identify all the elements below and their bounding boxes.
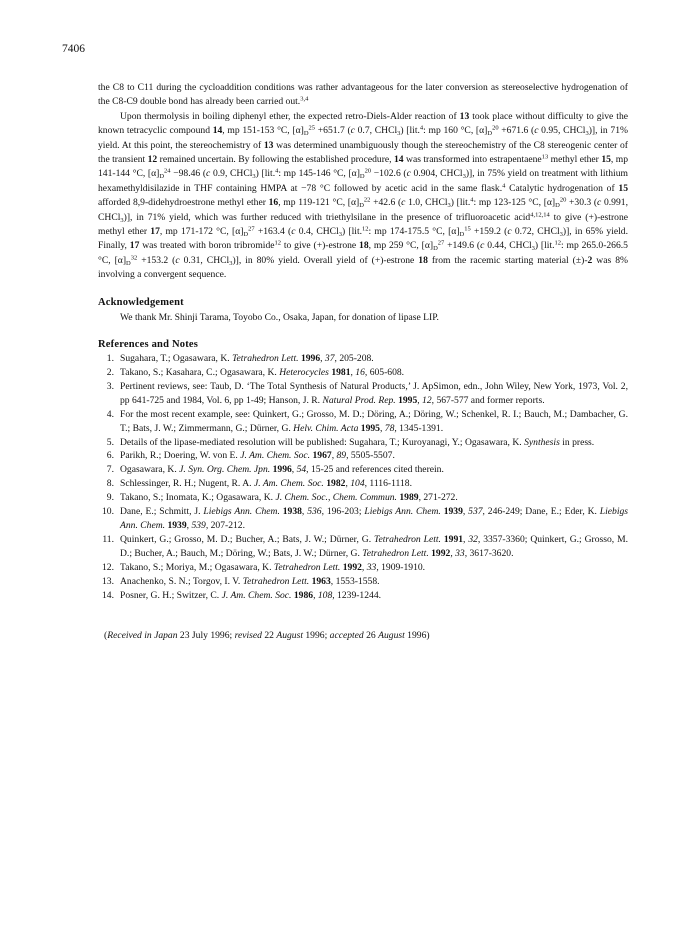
superscript: 20 xyxy=(492,124,499,132)
subscript: 3 xyxy=(397,130,401,138)
reference-volume: 33 xyxy=(366,561,377,573)
reference-year: 1982 xyxy=(326,478,346,490)
reference-text: , xyxy=(313,589,318,601)
superscript: 27 xyxy=(248,225,255,233)
reference-year: 1989 xyxy=(399,492,419,504)
reference-year: 1963 xyxy=(311,575,331,587)
reference-year: 1995 xyxy=(398,394,418,406)
journal-name: Tetrahedron Lett. xyxy=(242,575,310,587)
superscript: 12 xyxy=(554,239,562,247)
reference-year: 1938 xyxy=(282,506,302,518)
journal-name: Liebigs Ann. Chem. xyxy=(120,506,629,531)
subscript: D xyxy=(433,245,438,253)
text-run: Upon thermolysis in boiling diphenyl ether, the expected retro-Diels-Alder reaction of xyxy=(120,110,460,122)
text-run: )], in 80% yield. Overall yield of (+)-estrone xyxy=(232,254,419,266)
reference-year: 1995 xyxy=(360,422,380,434)
reference-year: 1996 xyxy=(300,353,321,365)
text-run: 0.31, CHCl xyxy=(179,254,230,266)
text-run: )], in 65% yield. Finally, xyxy=(98,226,628,252)
reference-text: , 196-203; xyxy=(321,506,365,518)
received-text: 23 July 1996; xyxy=(177,630,235,642)
reference-text: , xyxy=(301,506,308,518)
reference-text: Quinkert, G.; Grosso, M. D.; Bucher, A.; Bats, J. W.; Dürner, G. xyxy=(120,533,374,545)
superscript: 12 xyxy=(362,225,369,233)
reference-volume: 537 xyxy=(468,506,483,518)
reference-text: , xyxy=(350,367,356,378)
subscript: D xyxy=(459,231,465,239)
superscript: 15 xyxy=(464,225,471,233)
text-run: from the racemic starting material (±)- xyxy=(427,254,588,266)
text-run: 0.991, CHCl xyxy=(98,197,628,223)
subscript: D xyxy=(159,173,165,181)
reference-text: , 605-608. xyxy=(364,367,405,378)
subscript: 3 xyxy=(585,130,589,138)
reference-text: , xyxy=(417,394,423,406)
reference-item xyxy=(98,533,628,561)
reference-text: Details of the lipase-mediated resolution will be published: Sugahara, T.; Kuroyanagi, Y.; Ogasawara, K. xyxy=(120,436,525,448)
received-keyword: accepted xyxy=(329,630,364,642)
text-run: c xyxy=(534,125,539,137)
superscript: 22 xyxy=(363,196,371,204)
text-run: c xyxy=(206,168,211,180)
subscript: 3 xyxy=(120,216,124,224)
reference-number: 9. xyxy=(106,492,114,504)
text-run: c xyxy=(291,226,296,238)
journal-name: J. Am. Chem. Soc. xyxy=(253,478,324,490)
text-run: : mp 174-175.5 °C, [α] xyxy=(368,226,460,238)
reference-text: Takano, S.; Moriya, M.; Ogasawara, K. xyxy=(120,561,274,573)
text-run: +163.4 ( xyxy=(254,226,292,238)
superscript: 20 xyxy=(559,196,567,204)
reference-number: 6. xyxy=(106,450,114,462)
subscript: D xyxy=(243,231,249,239)
subscript: 3 xyxy=(447,202,451,210)
reference-text: Anachenko, S. N.; Torgov, I. V. xyxy=(120,575,243,587)
paragraph-1-text: the C8 to C11 during the cycloaddition conditions was rather advantageous for the later conversion as stereoselective hydrogenation of the C8-C9 double bond has already been carried out. xyxy=(98,82,628,108)
journal-name: Synthesis xyxy=(524,436,560,448)
compound-number: 17 xyxy=(150,226,160,238)
text-run: : mp 145-146 °C, [α] xyxy=(278,168,360,180)
paragraph-2 xyxy=(98,110,628,283)
reference-text: , 3617-3620. xyxy=(464,547,514,559)
text-run: , mp 119-121 °C, [α] xyxy=(278,197,360,209)
compound-number: 18 xyxy=(359,240,369,252)
compound-number: 18 xyxy=(418,254,428,266)
reference-item xyxy=(98,463,628,477)
text-run: ) [lit. xyxy=(342,226,363,238)
reference-volume: 539 xyxy=(191,519,206,531)
reference-volume: 32 xyxy=(468,533,478,545)
received-keyword: Received in Japan xyxy=(107,630,178,642)
journal-name: Tetrahedron Lett. xyxy=(273,561,341,573)
text-run: )], in 71% yield, which was further reduced with triethylsilane in the presence of trifluoroacetic acid xyxy=(123,211,531,223)
reference-volume: 54 xyxy=(296,464,307,476)
reference-number: 4. xyxy=(106,408,114,420)
superscript: 4 xyxy=(470,196,474,204)
reference-item xyxy=(98,561,628,575)
superscript: 13 xyxy=(541,153,549,161)
reference-text: , xyxy=(320,353,325,365)
reference-volume: 89 xyxy=(336,450,347,462)
journal-name: Tetrahedron Lett. xyxy=(362,547,429,559)
compound-number: 14 xyxy=(212,125,223,137)
reference-text: , 271-272. xyxy=(418,492,458,504)
reference-number: 8. xyxy=(106,478,114,490)
superscript: 27 xyxy=(437,239,445,247)
text-run: : mp 265.0-266.5 °C, [α] xyxy=(98,240,628,266)
reference-number: 13. xyxy=(102,575,114,587)
text-run: +30.3 ( xyxy=(566,197,598,209)
reference-text: , xyxy=(361,561,367,573)
journal-name: Tetrahedron Lett. xyxy=(374,533,441,545)
reference-item xyxy=(98,352,628,366)
received-text: 22 xyxy=(261,630,277,642)
text-run: 0.7, CHCl xyxy=(354,125,398,137)
reference-number: 14. xyxy=(102,589,114,601)
article-body xyxy=(98,81,628,641)
compound-number: 15 xyxy=(601,154,611,166)
reference-text: , 1909-1910. xyxy=(376,561,426,573)
received-dates xyxy=(98,630,628,641)
text-run: remained uncertain. By following the established procedure, xyxy=(157,154,394,166)
text-run: c xyxy=(175,254,180,266)
subscript: D xyxy=(126,259,131,267)
reference-year: 1939 xyxy=(443,506,463,518)
text-run: Catalytic hydrogenation of xyxy=(505,182,619,194)
subscript: D xyxy=(555,202,560,210)
reference-text: in press. xyxy=(559,436,595,448)
text-run: c xyxy=(507,226,512,238)
text-run: to give (+)-estrone methyl ether xyxy=(98,211,629,238)
text-run: −98.46 ( xyxy=(170,168,207,180)
reference-text: , 3357-3360; Quinkert, G.; Grosso, M. D.; Bucher, A.; Bauch, M.; Döring, W.; Bats, J. W.; Dürner, G. xyxy=(120,533,629,559)
reference-text: , 246-249; Dane, E.; Eder, K. xyxy=(482,506,600,518)
reference-number: 3. xyxy=(106,380,114,392)
reference-text: , 567-577 and former reports. xyxy=(431,394,545,406)
text-run: +42.6 ( xyxy=(370,197,402,209)
reference-text: Sugahara, T.; Ogasawara, K. xyxy=(120,353,233,365)
reference-item xyxy=(98,491,628,505)
text-run: )], in 71% yield. At this point, the stereochemistry of xyxy=(98,125,628,151)
text-run: 0.904, CHCl xyxy=(410,168,463,180)
journal-name: Helv. Chim. Acta xyxy=(293,422,359,434)
reference-text: , 1239-1244. xyxy=(332,589,382,601)
text-run: c xyxy=(401,197,406,209)
text-run: 1.0, CHCl xyxy=(405,197,448,209)
journal-name: J. Chem. Soc., Chem. Commun. xyxy=(275,492,397,504)
text-run: +149.6 ( xyxy=(444,240,481,252)
text-run: ) [lit. xyxy=(255,168,276,180)
journal-name: J. Am. Chem. Soc. xyxy=(221,589,292,601)
text-run: +651.7 ( xyxy=(315,125,351,137)
subscript: 3 xyxy=(229,259,233,267)
compound-number: 14 xyxy=(394,154,404,166)
compound-number: 15 xyxy=(618,182,628,194)
reference-text: , xyxy=(450,547,456,559)
compound-number: 2 xyxy=(587,254,593,266)
text-run: ) [lit. xyxy=(534,240,555,252)
reference-number: 10. xyxy=(102,506,114,518)
received-keyword: August xyxy=(276,630,303,642)
text-run: c xyxy=(480,240,485,252)
references-heading: References and Notes xyxy=(98,339,199,351)
reference-text: , xyxy=(379,422,385,434)
text-run: ) [lit. xyxy=(450,197,471,209)
reference-text: , xyxy=(462,506,469,518)
reference-year: 1986 xyxy=(293,589,314,601)
journal-name: Liebigs Ann. Chem. xyxy=(364,506,441,518)
citation: 3,4 xyxy=(300,95,309,103)
reference-item xyxy=(98,477,628,491)
subscript: 3 xyxy=(462,173,466,181)
reference-text: , 207-212. xyxy=(205,519,245,531)
journal-name: Natural Prod. Rep. xyxy=(322,394,396,406)
reference-year: 1996 xyxy=(272,464,292,476)
text-run: 0.95, CHCl xyxy=(538,125,586,137)
reference-text: Pertinent reviews, see: Taub, D. ‘The Total Synthesis of Natural Products,’ J. ApSimon, edn., John Wiley, New York, 1973, Vol. 2, pp 641-725 and 1984, Vol. 6, pp 1-49; Hanson, J. R. xyxy=(120,380,628,406)
text-run: c xyxy=(406,168,411,180)
subscript: 3 xyxy=(252,173,256,181)
journal-name: Liebigs Ann. Chem. xyxy=(203,506,280,518)
reference-text: , 1116-1118. xyxy=(364,478,412,490)
subscript: D xyxy=(487,130,493,138)
reference-text: , 1553-1558. xyxy=(330,575,380,587)
reference-number: 12. xyxy=(102,561,114,573)
reference-volume: 78 xyxy=(384,422,395,434)
subscript: 3 xyxy=(338,231,342,239)
text-run: 0.4, CHCl xyxy=(295,226,339,238)
reference-year: 1991 xyxy=(443,533,464,545)
received-text: ( xyxy=(104,630,108,642)
reference-text: Ogasawara, K. xyxy=(120,464,180,476)
text-run: , mp 141-144 °C, [α] xyxy=(98,154,628,180)
compound-number: 13 xyxy=(459,110,470,122)
superscript: 24 xyxy=(164,167,171,175)
reference-volume: 12 xyxy=(422,394,432,406)
text-run: : mp 123-125 °C, [α] xyxy=(473,197,556,209)
superscript: 20 xyxy=(364,167,372,175)
text-run: +159.2 ( xyxy=(470,226,508,238)
reference-text: , 15-25 and references cited therein. xyxy=(306,464,444,476)
paragraph-1 xyxy=(98,81,628,110)
text-run: was determined unambiguously though the stereochemistry of the C8 stereogenic center of the transient xyxy=(98,139,628,166)
text-run: , mp 259 °C, [α] xyxy=(368,240,434,252)
reference-volume: 37 xyxy=(324,353,335,365)
text-run: +671.6 ( xyxy=(498,125,535,137)
text-run: c xyxy=(350,125,355,137)
reference-year: 1992 xyxy=(431,547,451,559)
text-run: was treated with boron tribromide xyxy=(139,240,275,252)
received-text: 26 xyxy=(363,630,379,642)
reference-item xyxy=(98,589,628,603)
compound-number: 16 xyxy=(268,197,279,209)
received-keyword: revised xyxy=(234,630,262,642)
reference-text: , xyxy=(186,519,192,531)
reference-text: Dane, E.; Schmitt, J. xyxy=(120,506,204,518)
reference-text: Takano, S.; Kasahara, C.; Ogasawara, K. xyxy=(120,367,280,378)
journal-name: J. Am. Chem. Soc. xyxy=(240,450,311,462)
text-run: , mp 171-172 °C, [α] xyxy=(159,226,244,238)
reference-number: 5. xyxy=(106,436,114,448)
reference-text: Schlessinger, R. H.; Nugent, R. A. xyxy=(120,478,254,490)
text-run: ) [lit. xyxy=(400,125,420,137)
page-number: 7406 xyxy=(62,43,85,55)
text-run: methyl ether xyxy=(548,154,602,166)
reference-volume: 16 xyxy=(355,367,365,378)
reference-number: 1. xyxy=(106,353,114,365)
reference-volume: 536 xyxy=(307,506,322,518)
text-run: took place without difficulty to give the known tetracyclic compound xyxy=(98,110,629,137)
reference-item xyxy=(98,436,628,450)
text-run: 0.44, CHCl xyxy=(484,240,532,252)
reference-item xyxy=(98,505,628,533)
superscript: 4 xyxy=(502,182,506,190)
reference-text: Takano, S.; Inomata, K.; Ogasawara, K. xyxy=(120,492,276,504)
text-run: was 8% involving a convergent sequence. xyxy=(98,254,628,281)
reference-year: 1981 xyxy=(331,367,351,378)
acknowledgement-text: We thank Mr. Shinji Tarama, Toyobo Co., Osaka, Japan, for donation of lipase LIP. xyxy=(120,311,439,323)
acknowledgement-heading: Acknowledgement xyxy=(98,296,184,308)
reference-year: 1939 xyxy=(167,519,187,531)
reference-year: 1992 xyxy=(342,561,362,573)
reference-number: 7. xyxy=(106,464,114,476)
subscript: D xyxy=(303,130,309,138)
reference-volume: 104 xyxy=(350,478,365,490)
reference-volume: 108 xyxy=(317,589,333,601)
journal-name: Heterocycles xyxy=(279,367,329,378)
reference-volume: 33 xyxy=(455,547,465,559)
text-run: )], in 75% yield on treatment with lithium hexamethyldisilazide in THF containing HMPA at −78 °C followed by acetic acid in the same flask. xyxy=(98,168,628,194)
received-text: 1996; xyxy=(302,630,330,642)
text-run: afforded 8,9-didehydroestrone methyl ether xyxy=(98,197,269,209)
text-run: 0.72, CHCl xyxy=(511,226,560,238)
reference-text: , 5505-5507. xyxy=(346,450,395,462)
reference-text: , xyxy=(463,533,469,545)
text-run: 0.9, CHCl xyxy=(210,168,253,180)
reference-item xyxy=(98,366,628,380)
reference-number: 11. xyxy=(102,533,114,545)
journal-name: J. Syn. Org. Chem. Jpn. xyxy=(179,464,271,476)
reference-item xyxy=(98,449,628,463)
superscript: 25 xyxy=(308,124,316,132)
superscript: 12 xyxy=(274,239,282,247)
text-run: : mp 160 °C, [α] xyxy=(423,125,488,137)
text-run: , mp 151-153 °C, [α] xyxy=(222,125,304,137)
reference-text: Parikh, R.; Doering, W. von E. xyxy=(120,450,241,462)
reference-item xyxy=(98,408,628,436)
superscript: 4 xyxy=(275,167,279,175)
reference-text: , 1345-1391. xyxy=(394,422,444,434)
compound-number: 12 xyxy=(147,154,158,166)
reference-list xyxy=(98,352,628,602)
reference-text: For the most recent example, see: Quinkert, G.; Grosso, M. D.; Döring, A.; Döring, W.; Schenkel, R. I.; Bauch, M.; Dambacher, G. T.; Bats, J. W.; Zimmermann, G.; Dürner, G. xyxy=(120,408,628,434)
received-text: 1996) xyxy=(404,630,430,642)
reference-text: , xyxy=(345,478,351,490)
subscript: 3 xyxy=(559,231,563,239)
received-keyword: August xyxy=(378,630,405,642)
reference-text: , 205-208. xyxy=(334,353,374,365)
superscript: 4,12,14 xyxy=(530,211,550,219)
superscript: 32 xyxy=(130,254,138,262)
reference-number: 2. xyxy=(106,367,114,378)
journal-name: Tetrahedron Lett. xyxy=(232,353,299,365)
reference-year: 1967 xyxy=(312,450,332,462)
reference-item xyxy=(98,380,628,408)
text-run: was transformed into estrapentaene xyxy=(403,154,542,166)
reference-text: Posner, G. H.; Switzer, C. xyxy=(120,589,222,601)
reference-text: , xyxy=(291,464,297,476)
text-run: +153.2 ( xyxy=(137,254,176,266)
subscript: 3 xyxy=(531,245,535,253)
compound-number: 13 xyxy=(263,139,274,151)
text-run: c xyxy=(597,197,602,209)
reference-text: , xyxy=(331,450,337,462)
compound-number: 17 xyxy=(129,240,140,252)
subscript: D xyxy=(359,202,364,210)
text-run: −102.6 ( xyxy=(371,168,407,180)
subscript: D xyxy=(359,173,365,181)
text-run: to give (+)-estrone xyxy=(281,240,360,252)
superscript: 4 xyxy=(419,124,424,132)
reference-item xyxy=(98,575,628,589)
